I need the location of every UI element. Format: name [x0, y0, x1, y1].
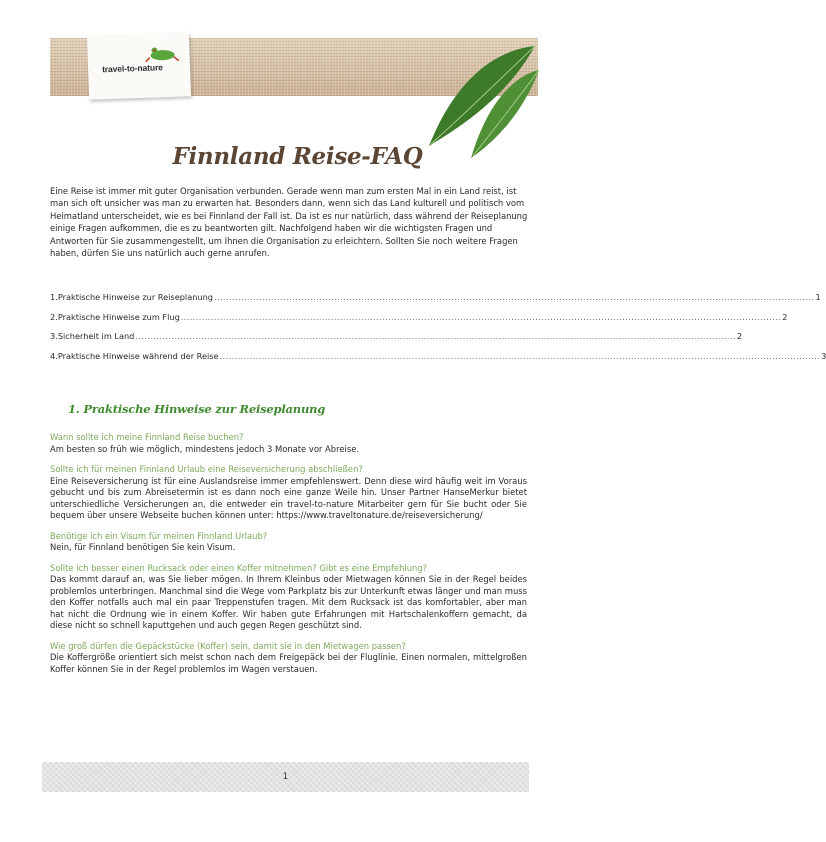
toc-page: 1 — [815, 292, 821, 302]
frog-icon — [145, 45, 180, 64]
page-number: 1 — [282, 772, 289, 782]
faq-item — [50, 464, 527, 522]
faq-item — [50, 641, 527, 676]
page-title: Finnland Reise-FAQ — [172, 143, 423, 170]
toc-entry[interactable] — [50, 331, 743, 351]
leaf-decoration-icon — [395, 40, 545, 160]
faq-answer: Die Koffergröße orientiert sich meist schon nach dem Freigepäck bei der Fluglinie. Einen normalen, mittelgroßen Koffer können Sie in der Regel problemlos im Wagen verstauen. — [50, 652, 527, 674]
faq-question: Wie groß dürfen die Gepäckstücke (Koffer) sein, damit sie in den Mietwagen passen? — [50, 640, 406, 651]
faq-answer: Eine Reiseversicherung ist für eine Auslandsreise immer empfehlenswert. Denn diese wird häufig weit im Voraus gebucht und bis zum Abreisetermin ist es dann noch eine ganze Weile hin. Unser Partner HanseMerkur bietet unterschiedliche Versicherungen an, die entweder ein travel-to-nature Mitarbeiter gern für Sie bucht oder Sie bequem über unsere Webseite buchen können unter: https://www.traveltonature.de/reiseversicherung/ — [50, 475, 527, 520]
toc-leader: ........................................................................................................................................................................................................ — [214, 292, 815, 302]
toc-title: Praktische Hinweise zum Flug — [57, 311, 180, 322]
toc-title: Praktische Hinweise während der Reise — [57, 350, 219, 361]
toc-page: 2 — [782, 311, 788, 322]
faq-list — [50, 432, 527, 684]
table-of-contents — [50, 292, 826, 370]
logo[interactable] — [87, 32, 191, 100]
faq-item — [50, 563, 527, 632]
faq-question: Benötige ich ein Visum für meinen Finnland Urlaub? — [50, 530, 268, 541]
toc-entry[interactable] — [50, 311, 788, 332]
toc-number: 4. — [50, 350, 58, 361]
faq-answer: Nein, für Finnland benötigen Sie kein Visum. — [50, 542, 236, 552]
toc-entry[interactable] — [50, 350, 826, 371]
toc-entry[interactable] — [50, 292, 821, 312]
faq-item — [50, 531, 527, 554]
toc-number: 3. — [50, 331, 58, 341]
page-footer — [42, 762, 529, 792]
toc-number: 1. — [50, 292, 58, 302]
intro-paragraph: Eine Reise ist immer mit guter Organisation verbunden. Gerade wenn man zum ersten Mal in ein Land reist, ist man sich oft unsicher was man zu erwarten hat. Besonders dann, wenn sich das Land kulturell und politisch vom Heimatland unterscheidet, wie es bei Finnland der Fall ist. Da ist es nur natürlich, dass während der Reiseplanung einige Fragen aufkommen, die es zu beantworten gilt. Nachfolgend haben wir die wichtigsten Fragen und Antworten für Sie zusammengestellt, um Ihnen die Organisation zu erleichtern. Sollten Sie noch weitere Fragen haben, dürfen Sie uns natürlich auch gerne anrufen. — [50, 186, 528, 259]
toc-page: 3 — [821, 350, 826, 361]
faq-answer: Das kommt darauf an, was Sie lieber mögen. In Ihrem Kleinbus oder Mietwagen können Sie in der Regel beides problemlos unterbringen. Manchmal sind die Wege vom Parkplatz bis zur Unterkunft etwas länger und man muss den Koffer notfalls auch mal ein paar Treppenstufen tragen. Mit dem Rucksack ist das komfortabler, aber man hat nicht die Ordnung wie in einem Koffer. Wir haben gute Erfahrungen mit Hartschalenkoffern gemacht, da diese nicht so schnell kaputtgehen und auch gegen Regen geschützt sind. — [50, 574, 527, 630]
toc-title: Sicherheit im Land — [57, 331, 135, 341]
toc-leader: ........................................................................................................................................................................................................ — [219, 350, 821, 361]
faq-question: Wann sollte ich meine Finnland Reise buchen? — [50, 432, 244, 442]
toc-leader: ........................................................................................................................................................................................................ — [135, 331, 736, 341]
toc-leader: ........................................................................................................................................................................................................ — [180, 311, 782, 322]
logo-text: travel-to-nature — [101, 62, 163, 75]
faq-item — [50, 432, 527, 455]
toc-number: 2. — [50, 311, 58, 322]
faq-answer: Am besten so früh wie möglich, mindestens jedoch 3 Monate vor Abreise. — [50, 443, 360, 454]
faq-question: Sollte ich besser einen Rucksack oder einen Koffer mitnehmen? Gibt es eine Empfehlung? — [50, 562, 428, 573]
faq-question: Sollte ich für meinen Finnland Urlaub eine Reiseversicherung abschließen? — [50, 464, 363, 474]
section-heading: 1. Praktische Hinweise zur Reiseplanung — [68, 402, 326, 416]
toc-title: Praktische Hinweise zur Reiseplanung — [57, 292, 213, 302]
toc-page: 2 — [736, 331, 743, 341]
